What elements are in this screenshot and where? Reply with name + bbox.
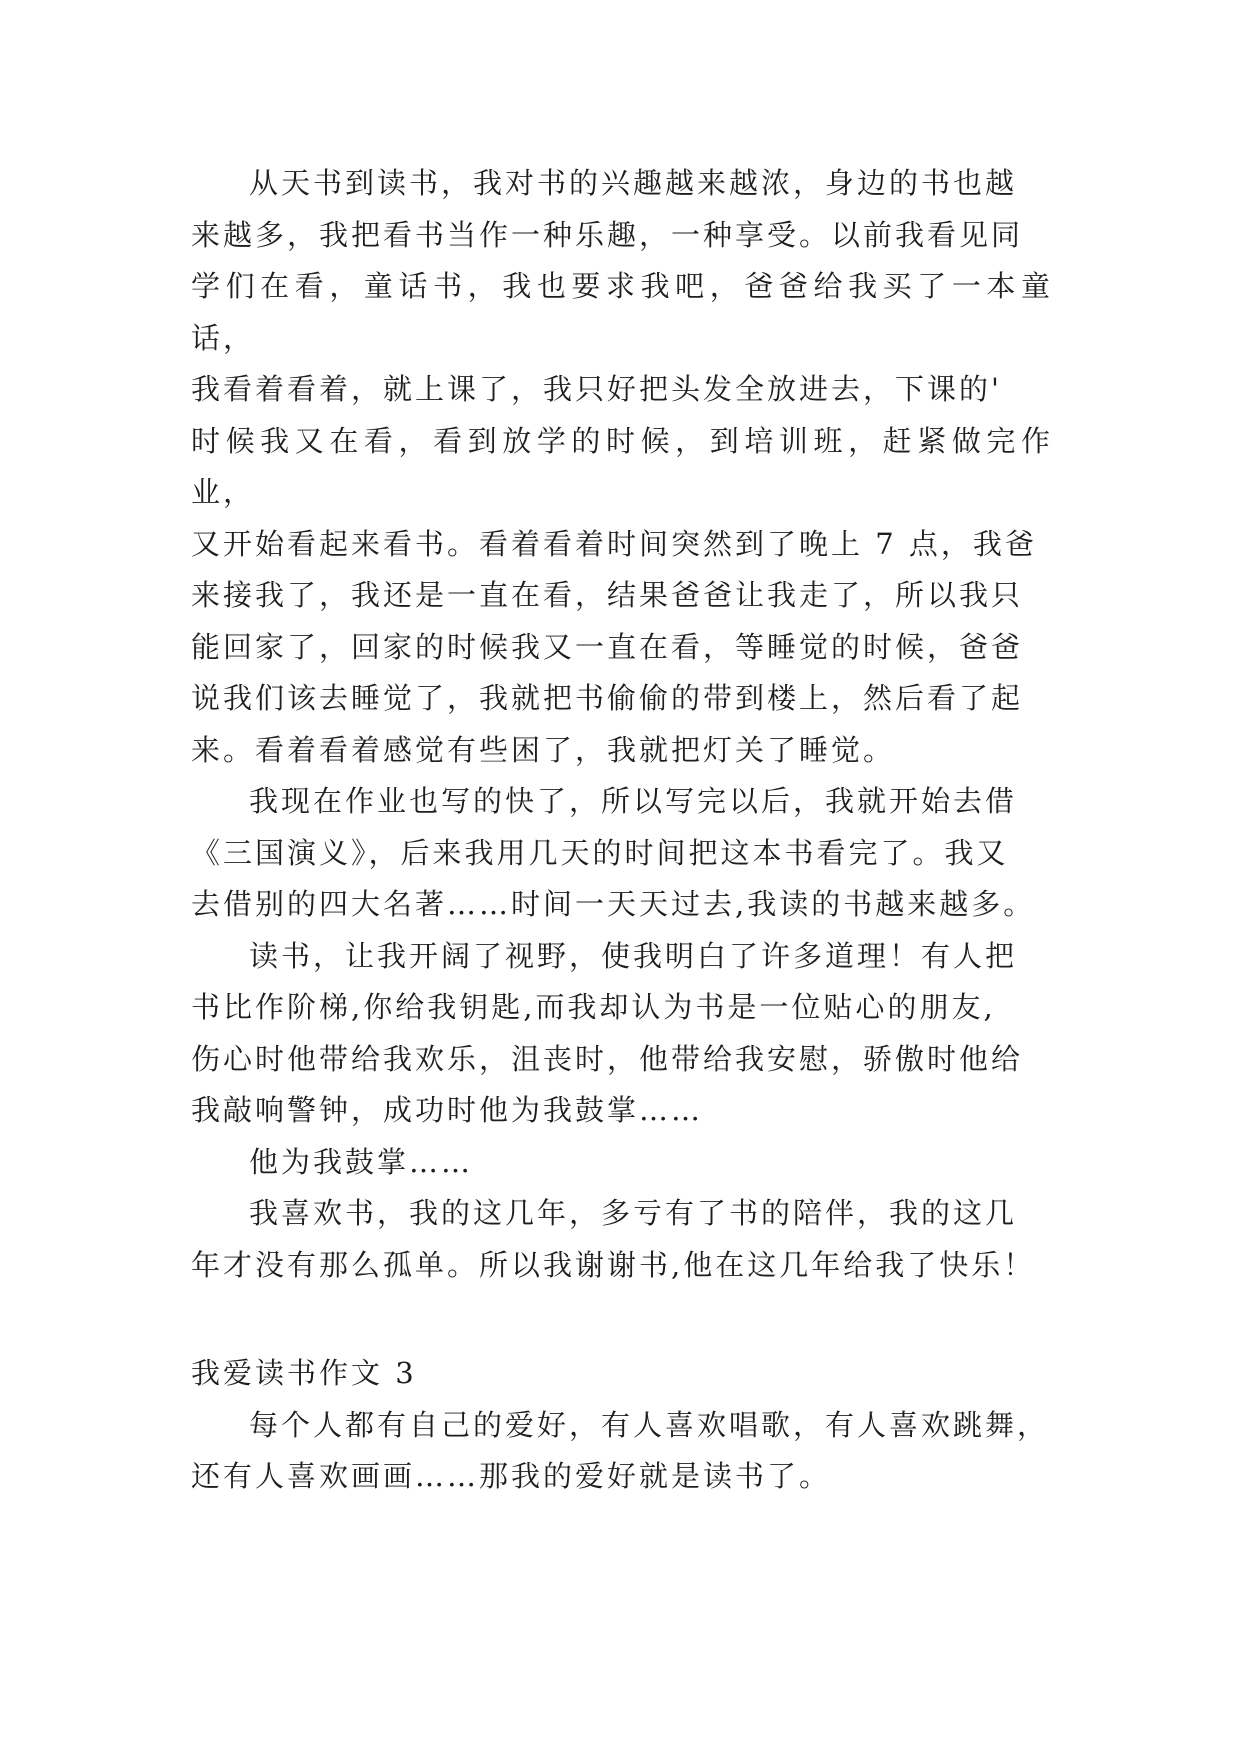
- paragraph-hobby-reading: 每个人都有自己的爱好，有人喜欢唱歌，有人喜欢跳舞， 还有人喜欢画画……那我的爱好就是读书了。: [191, 1407, 1050, 1493]
- section-heading: 我爱读书作文 3: [191, 1356, 417, 1390]
- paragraph-homework-books: 我现在作业也写的快了，所以写完以后，我就开始去借 《三国演义》，后来我用几天的时间把这本书看完了。我又 去借别的四大名著……时间一天天过去,我读的书越来越多。: [191, 784, 1036, 921]
- paragraph-applause: 他为我鼓掌……: [249, 1144, 474, 1179]
- paragraph-thank-books: 我喜欢书，我的这几年，多亏有了书的陪伴，我的这几 年才没有那么孤单。所以我谢谢书,他在这几年给我了快乐！: [191, 1196, 1036, 1282]
- paragraph-books-as-friends: 读书，让我开阔了视野，使我明白了许多道理！有人把 书比作阶梯,你给我钥匙,而我却认为书是一位贴心的朋友, 伤心时他带给我欢乐，沮丧时，他带给我安慰，骄傲时他给 我敲响警钟，成功时他为我鼓掌……: [191, 938, 1024, 1127]
- document-body: [191, 158, 1053, 1503]
- paragraph-reading-interest: 从天书到读书，我对书的兴趣越来越浓，身边的书也越 来越多，我把看书当作一种乐趣，一种享受。以前我看见同 学们在看，童话书，我也要求我吧，爸爸给我买了一本童话， 我看着看着，就上课了，我只好把头发全放进去，下课的' 时候我又在看，看到放学的时候，到培训班，赶紧做完作业， 又开始看起来看书。看着看着时间突然到了晚上 7 点，我爸 来接我了，我还是一直在看，结果爸爸让我走了，所以我只 能回家了，回家的时候我又一直在看，等睡觉的时候，爸爸 说我们该去睡觉了，我就把书偷偷的带到楼上，然后看了起 来。看着看着感觉有些困了，我就把灯关了睡觉。: [191, 166, 1053, 767]
